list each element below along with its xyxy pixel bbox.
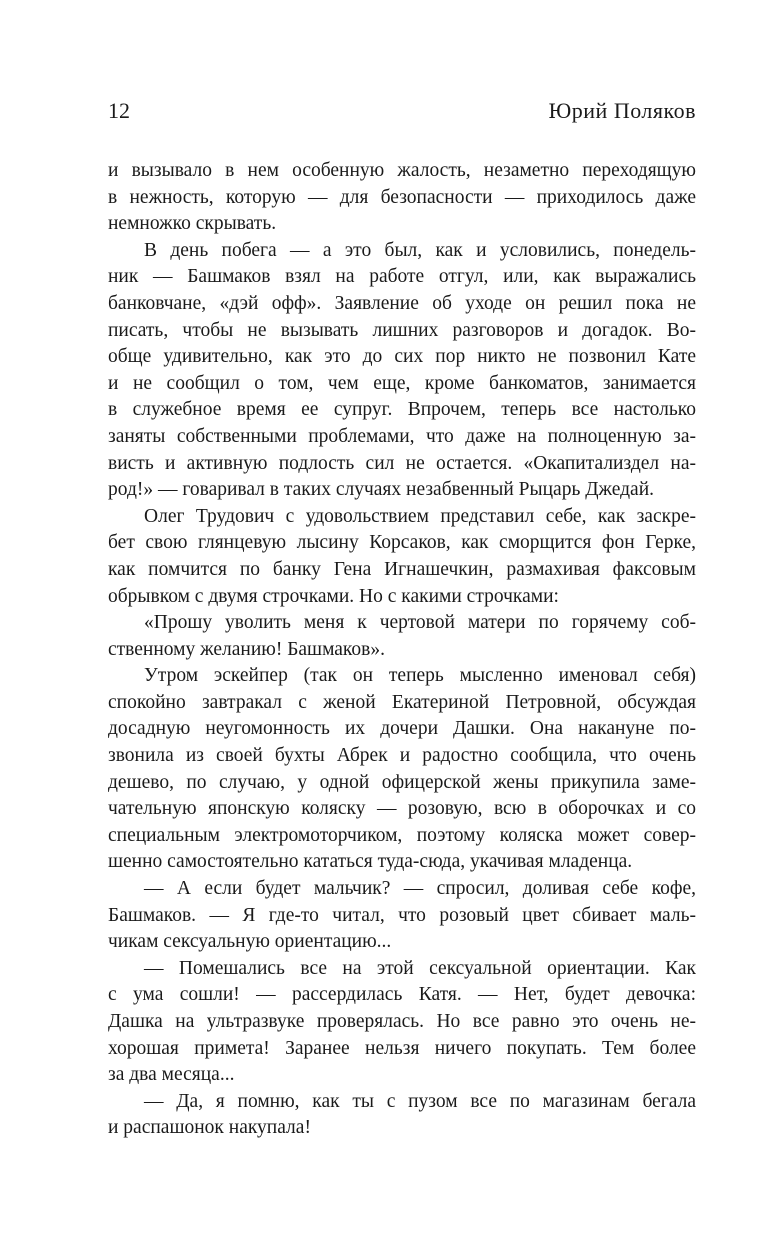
text-line: бет свою глянцевую лысину Корсаков, как сморщится фон Герке, <box>108 532 696 554</box>
text-line: — А если будет мальчик? — спросил, доливая себе кофе, <box>144 878 696 900</box>
text-line: в служебное время ее супруг. Впрочем, теперь все настолько <box>108 399 696 421</box>
text-line: и вызывало в нем особенную жалость, незаметно переходящую <box>108 160 696 181</box>
text-line: ственному желанию! Башмаков». <box>108 638 385 660</box>
text-line: специальным электромоторчиком, поэтому коляска может совер- <box>108 824 696 846</box>
text-line: Утром эскейпер (так он теперь мысленно именовал себя) <box>144 665 696 687</box>
text-line: Олег Трудович с удовольствием представил себе, как заскре- <box>144 505 696 527</box>
text-line: писать, чтобы не вызывать лишних разговоров и догадок. Во- <box>108 319 696 341</box>
text-line: «Прошу уволить меня к чертовой матери по горячему соб- <box>144 612 696 634</box>
page-number: 12 <box>108 98 130 123</box>
text-line: шенно самостоятельно кататься туда-сюда, укачивая младенца. <box>108 851 633 873</box>
text-line: заняты собственными проблемами, что даже на полноценную за- <box>108 425 696 447</box>
body-text <box>108 158 696 1142</box>
text-line: досадную неугомонность их дочери Дашки. Она накануне по- <box>108 718 696 740</box>
text-line: и распашонок накупала! <box>108 1117 311 1139</box>
text-line: ник — Башмаков взял на работе отгул, или, как выражались <box>108 266 696 288</box>
text-line: — Да, я помню, как ты с пузом все по магазинам бегала <box>144 1090 696 1112</box>
text-line: спокойно завтракал с женой Екатериной Петровной, обсуждая <box>108 691 696 713</box>
text-line: В день побега — а это был, как и условились, понедель- <box>144 239 696 261</box>
text-line: хорошая примета! Заранее нельзя ничего покупать. Тем более <box>108 1037 696 1059</box>
text-line: висть и активную подлость сил не остается. «Окапитализдел на- <box>108 452 696 474</box>
running-head <box>108 96 696 126</box>
text-line: как помчится по банку Гена Игнашечкин, размахивая факсовым <box>108 558 696 580</box>
text-line: немножко скрывать. <box>108 213 277 235</box>
running-title: Юрий Поляков <box>548 98 696 123</box>
text-line: в нежность, которую — для безопасности — приходилось даже <box>108 186 696 208</box>
text-line: банковчане, «дэй офф». Заявление об уходе он решил пока не <box>108 292 696 314</box>
text-line: Башмаков. — Я где-то читал, что розовый цвет сбивает маль- <box>108 904 696 926</box>
text-line: звонила из своей бухты Абрек и радостно сообщила, что очень <box>108 745 696 767</box>
text-line: обрывком с двумя строчками. Но с какими строчками: <box>108 585 559 607</box>
text-line: чательную японскую коляску — розовую, всю в оборочках и со <box>108 798 696 820</box>
text-line: — Помешались все на этой сексуальной ориентации. Как <box>144 957 696 979</box>
text-line: дешево, по случаю, у одной офицерской жены прикупила заме- <box>108 771 696 793</box>
text-line: и не сообщил о том, чем еще, кроме банкоматов, занимается <box>108 372 696 394</box>
text-line: Дашка на ультразвуке проверялась. Но все равно это очень не- <box>108 1011 696 1032</box>
text-line: чикам сексуальную ориентацию... <box>108 931 392 953</box>
text-line: за два месяца... <box>108 1064 235 1086</box>
text-line: род!» — говаривал в таких случаях незабвенный Рыцарь Джедай. <box>108 479 655 501</box>
text-line: обще удивительно, как это до сих пор никто не позвонил Кате <box>108 346 696 368</box>
text-line: с ума сошли! — рассердилась Катя. — Нет, будет девочка: <box>108 984 696 1006</box>
